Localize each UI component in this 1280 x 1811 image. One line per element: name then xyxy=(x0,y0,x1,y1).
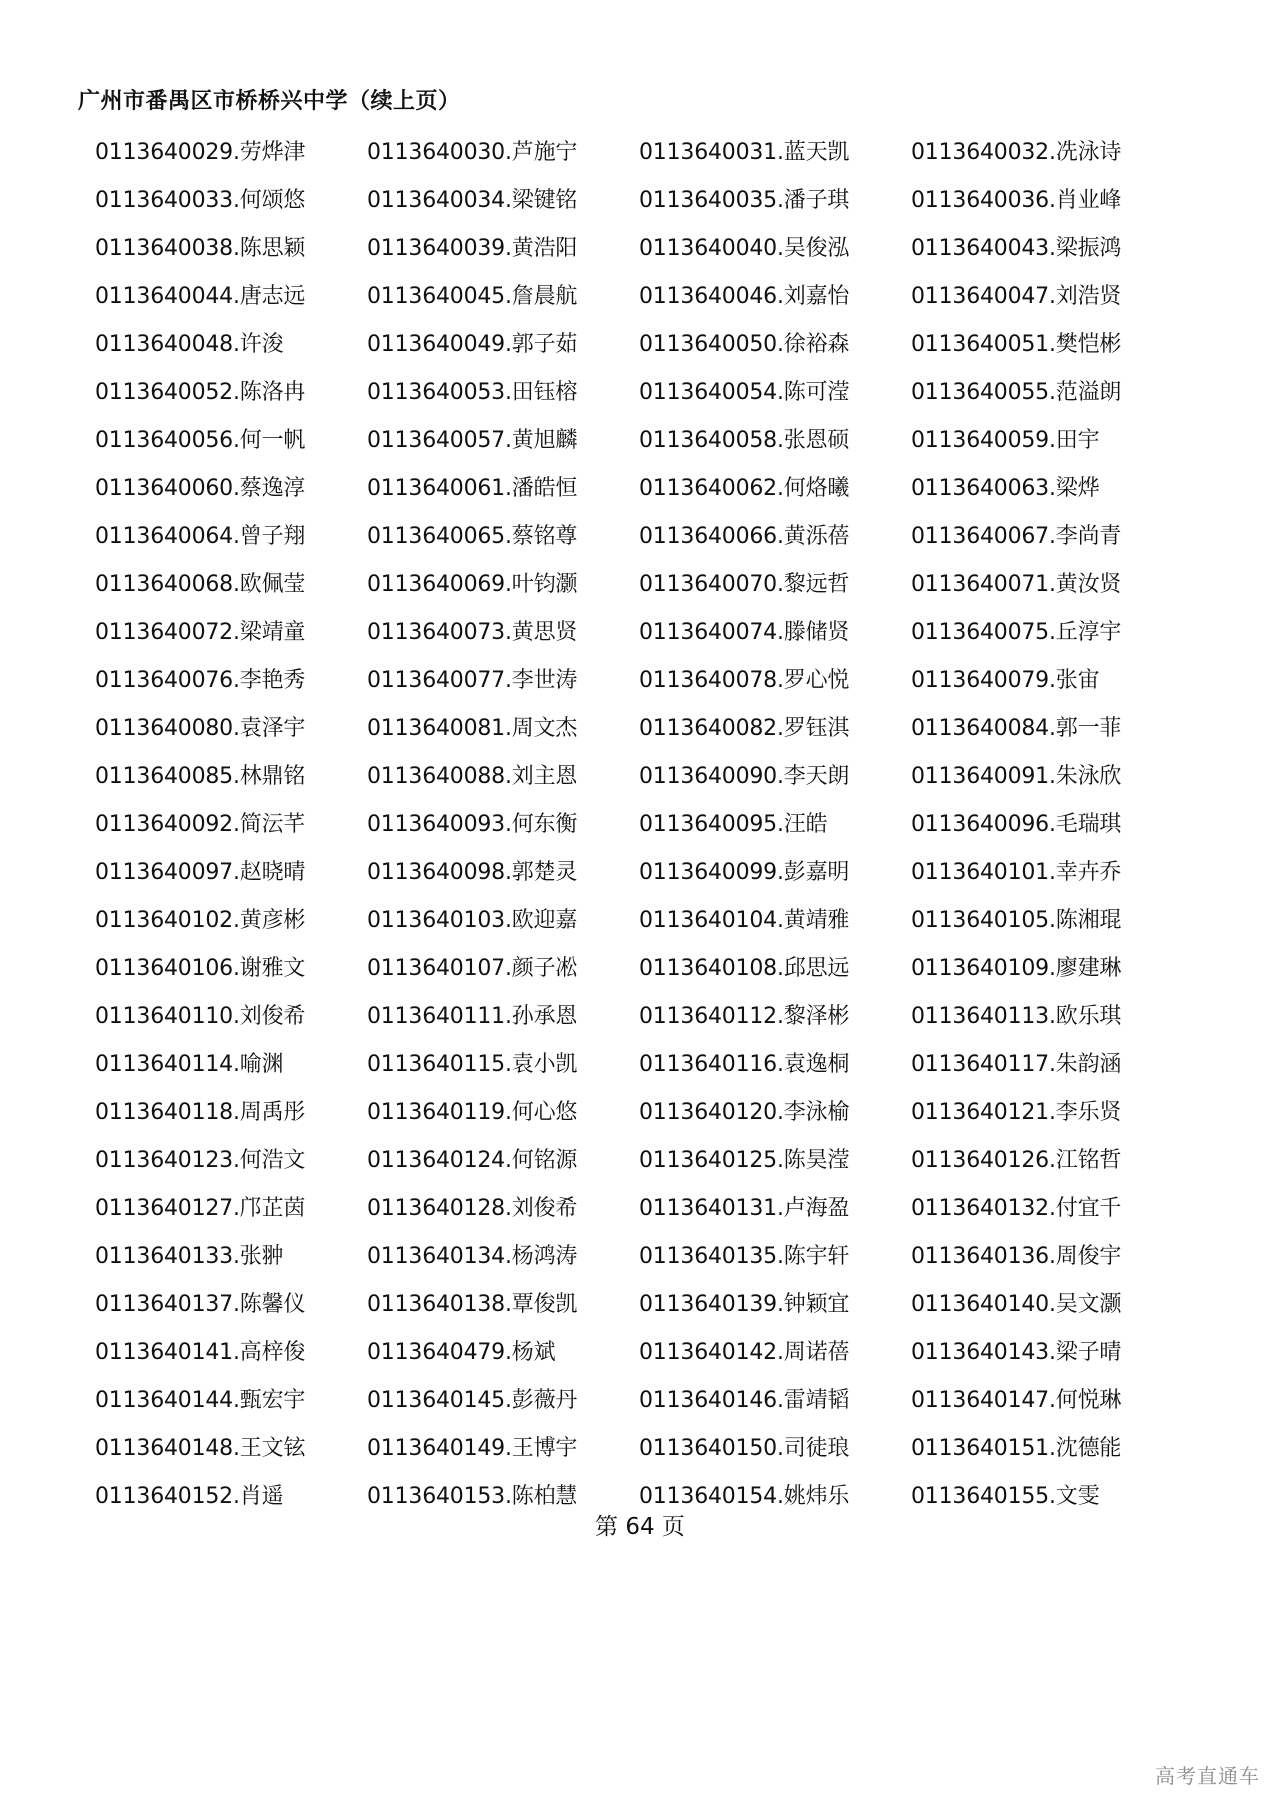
list-row xyxy=(95,942,1205,990)
list-item: 0113640039.黄浩阳 xyxy=(367,235,578,261)
list-item: 0113640119.何心悠 xyxy=(367,1099,578,1125)
list-item: 0113640098.郭楚灵 xyxy=(367,859,578,885)
list-item: 0113640140.吴文灏 xyxy=(911,1291,1122,1317)
list-item: 0113640137.陈馨仪 xyxy=(95,1291,306,1317)
list-item: 0113640065.蔡铭尊 xyxy=(367,523,578,549)
list-item: 0113640034.梁键铭 xyxy=(367,187,578,213)
list-item: 0113640040.吴俊泓 xyxy=(639,235,850,261)
list-item: 0113640063.梁烨 xyxy=(911,475,1100,501)
list-item: 0113640053.田钰榕 xyxy=(367,379,578,405)
list-item: 0113640150.司徒琅 xyxy=(639,1435,850,1461)
list-item: 0113640052.陈洛冉 xyxy=(95,379,306,405)
list-row xyxy=(95,750,1205,798)
list-item: 0113640090.李天朗 xyxy=(639,763,850,789)
list-item: 0113640152.肖遥 xyxy=(95,1483,284,1509)
list-row xyxy=(95,510,1205,558)
list-item: 0113640136.周俊宇 xyxy=(911,1243,1122,1269)
list-item: 0113640045.詹晨航 xyxy=(367,283,578,309)
list-item: 0113640058.张恩硕 xyxy=(639,427,850,453)
list-item: 0113640115.袁小凯 xyxy=(367,1051,578,1077)
list-item: 0113640155.文雯 xyxy=(911,1483,1100,1509)
list-row xyxy=(95,318,1205,366)
list-row xyxy=(95,1422,1205,1470)
list-item: 0113640146.雷靖韬 xyxy=(639,1387,850,1413)
list-row xyxy=(95,1278,1205,1326)
list-item: 0113640044.唐志远 xyxy=(95,283,306,309)
list-item: 0113640154.姚炜乐 xyxy=(639,1483,850,1509)
list-item: 0113640131.卢海盈 xyxy=(639,1195,850,1221)
list-item: 0113640076.李艳秀 xyxy=(95,667,306,693)
list-row xyxy=(95,126,1205,174)
list-row xyxy=(95,1230,1205,1278)
list-item: 0113640046.刘嘉怡 xyxy=(639,283,850,309)
list-item: 0113640051.樊恺彬 xyxy=(911,331,1122,357)
list-item: 0113640075.丘淳宇 xyxy=(911,619,1122,645)
list-item: 0113640050.徐裕森 xyxy=(639,331,850,357)
list-item: 0113640043.梁振鸿 xyxy=(911,235,1122,261)
list-item: 0113640093.何东衡 xyxy=(367,811,578,837)
list-item: 0113640128.刘俊希 xyxy=(367,1195,578,1221)
list-item: 0113640108.邱思远 xyxy=(639,955,850,981)
list-row xyxy=(95,1038,1205,1086)
list-item: 0113640132.付宜千 xyxy=(911,1195,1122,1221)
list-row xyxy=(95,270,1205,318)
student-list xyxy=(95,126,1205,1518)
list-item: 0113640091.朱泳欣 xyxy=(911,763,1122,789)
list-row xyxy=(95,798,1205,846)
list-item: 0113640080.袁泽宇 xyxy=(95,715,306,741)
list-item: 0113640124.何铭源 xyxy=(367,1147,578,1173)
list-row xyxy=(95,462,1205,510)
list-item: 0113640153.陈柏慧 xyxy=(367,1483,578,1509)
list-row xyxy=(95,1326,1205,1374)
list-item: 0113640479.杨斌 xyxy=(367,1339,556,1365)
list-item: 0113640049.郭子茹 xyxy=(367,331,578,357)
list-item: 0113640031.蓝天凯 xyxy=(639,139,850,165)
list-item: 0113640029.劳烨津 xyxy=(95,139,306,165)
list-item: 0113640084.郭一菲 xyxy=(911,715,1122,741)
list-row xyxy=(95,846,1205,894)
list-item: 0113640054.陈可滢 xyxy=(639,379,850,405)
list-item: 0113640106.谢雅文 xyxy=(95,955,306,981)
list-item: 0113640036.肖业峰 xyxy=(911,187,1122,213)
list-row xyxy=(95,366,1205,414)
list-item: 0113640072.梁靖童 xyxy=(95,619,306,645)
list-row xyxy=(95,606,1205,654)
list-item: 0113640105.陈湘琨 xyxy=(911,907,1122,933)
list-item: 0113640145.彭薇丹 xyxy=(367,1387,578,1413)
list-item: 0113640081.周文杰 xyxy=(367,715,578,741)
list-item: 0113640074.滕储贤 xyxy=(639,619,850,645)
list-item: 0113640085.林鼎铭 xyxy=(95,763,306,789)
list-item: 0113640061.潘皓恒 xyxy=(367,475,578,501)
list-item: 0113640121.李乐贤 xyxy=(911,1099,1122,1125)
list-row xyxy=(95,1134,1205,1182)
list-item: 0113640067.李尚青 xyxy=(911,523,1122,549)
list-item: 0113640055.范溢朗 xyxy=(911,379,1122,405)
list-item: 0113640056.何一帆 xyxy=(95,427,306,453)
list-item: 0113640134.杨鸿涛 xyxy=(367,1243,578,1269)
watermark: 高考直通车 xyxy=(1155,1764,1260,1788)
list-item: 0113640078.罗心悦 xyxy=(639,667,850,693)
list-row xyxy=(95,414,1205,462)
list-row xyxy=(95,1086,1205,1134)
list-item: 0113640038.陈思颖 xyxy=(95,235,306,261)
list-row xyxy=(95,222,1205,270)
list-item: 0113640092.简沄芊 xyxy=(95,811,306,837)
list-item: 0113640110.刘俊希 xyxy=(95,1003,306,1029)
list-item: 0113640062.何烙曦 xyxy=(639,475,850,501)
list-item: 0113640113.欧乐琪 xyxy=(911,1003,1122,1029)
list-item: 0113640033.何颂悠 xyxy=(95,187,306,213)
list-row xyxy=(95,654,1205,702)
list-item: 0113640103.欧迎嘉 xyxy=(367,907,578,933)
list-row xyxy=(95,990,1205,1038)
list-item: 0113640068.欧佩莹 xyxy=(95,571,306,597)
list-item: 0113640047.刘浩贤 xyxy=(911,283,1122,309)
list-item: 0113640104.黄靖雅 xyxy=(639,907,850,933)
list-row xyxy=(95,1182,1205,1230)
list-item: 0113640114.喻渊 xyxy=(95,1051,284,1077)
list-item: 0113640095.汪皓 xyxy=(639,811,828,837)
list-item: 0113640060.蔡逸淳 xyxy=(95,475,306,501)
list-item: 0113640035.潘子琪 xyxy=(639,187,850,213)
list-item: 0113640135.陈宇轩 xyxy=(639,1243,850,1269)
list-item: 0113640148.王文铉 xyxy=(95,1435,306,1461)
list-item: 0113640107.颜子凇 xyxy=(367,955,578,981)
list-item: 0113640082.罗钰淇 xyxy=(639,715,850,741)
list-item: 0113640133.张翀 xyxy=(95,1243,284,1269)
list-item: 0113640032.冼泳诗 xyxy=(911,139,1122,165)
list-item: 0113640118.周禹彤 xyxy=(95,1099,306,1125)
list-item: 0113640112.黎泽彬 xyxy=(639,1003,850,1029)
list-item: 0113640116.袁逸桐 xyxy=(639,1051,850,1077)
list-item: 0113640030.芦施宁 xyxy=(367,139,578,165)
list-item: 0113640059.田宇 xyxy=(911,427,1100,453)
list-item: 0113640048.许浚 xyxy=(95,331,284,357)
list-item: 0113640079.张宙 xyxy=(911,667,1100,693)
list-row xyxy=(95,558,1205,606)
list-item: 0113640126.江铭哲 xyxy=(911,1147,1122,1173)
list-item: 0113640117.朱韵涵 xyxy=(911,1051,1122,1077)
list-item: 0113640102.黄彦彬 xyxy=(95,907,306,933)
list-item: 0113640069.叶钧灏 xyxy=(367,571,578,597)
list-item: 0113640125.陈昊滢 xyxy=(639,1147,850,1173)
list-item: 0113640077.李世涛 xyxy=(367,667,578,693)
list-item: 0113640066.黄泺蓓 xyxy=(639,523,850,549)
list-item: 0113640143.梁子晴 xyxy=(911,1339,1122,1365)
list-item: 0113640144.甄宏宇 xyxy=(95,1387,306,1413)
list-item: 0113640123.何浩文 xyxy=(95,1147,306,1173)
list-item: 0113640073.黄思贤 xyxy=(367,619,578,645)
list-row xyxy=(95,702,1205,750)
list-item: 0113640099.彭嘉明 xyxy=(639,859,850,885)
list-item: 0113640138.覃俊凯 xyxy=(367,1291,578,1317)
list-item: 0113640149.王博宇 xyxy=(367,1435,578,1461)
list-row xyxy=(95,894,1205,942)
list-item: 0113640142.周诺蓓 xyxy=(639,1339,850,1365)
list-item: 0113640097.赵晓晴 xyxy=(95,859,306,885)
page-heading: 广州市番禺区市桥桥兴中学（续上页） xyxy=(78,89,461,114)
page-number: 第 64 页 xyxy=(595,1514,685,1540)
list-item: 0113640096.毛瑞琪 xyxy=(911,811,1122,837)
list-item: 0113640127.邝芷茵 xyxy=(95,1195,306,1221)
list-item: 0113640101.幸卉乔 xyxy=(911,859,1122,885)
list-item: 0113640071.黄汝贤 xyxy=(911,571,1122,597)
list-item: 0113640088.刘主恩 xyxy=(367,763,578,789)
list-item: 0113640111.孙承恩 xyxy=(367,1003,578,1029)
list-item: 0113640120.李泳榆 xyxy=(639,1099,850,1125)
list-item: 0113640109.廖建琳 xyxy=(911,955,1122,981)
list-item: 0113640070.黎远哲 xyxy=(639,571,850,597)
list-item: 0113640057.黄旭麟 xyxy=(367,427,578,453)
list-row xyxy=(95,1374,1205,1422)
list-item: 0113640151.沈德能 xyxy=(911,1435,1122,1461)
list-item: 0113640147.何悦琳 xyxy=(911,1387,1122,1413)
list-item: 0113640064.曾子翔 xyxy=(95,523,306,549)
list-item: 0113640139.钟颖宜 xyxy=(639,1291,850,1317)
list-item: 0113640141.高梓俊 xyxy=(95,1339,306,1365)
list-row xyxy=(95,174,1205,222)
